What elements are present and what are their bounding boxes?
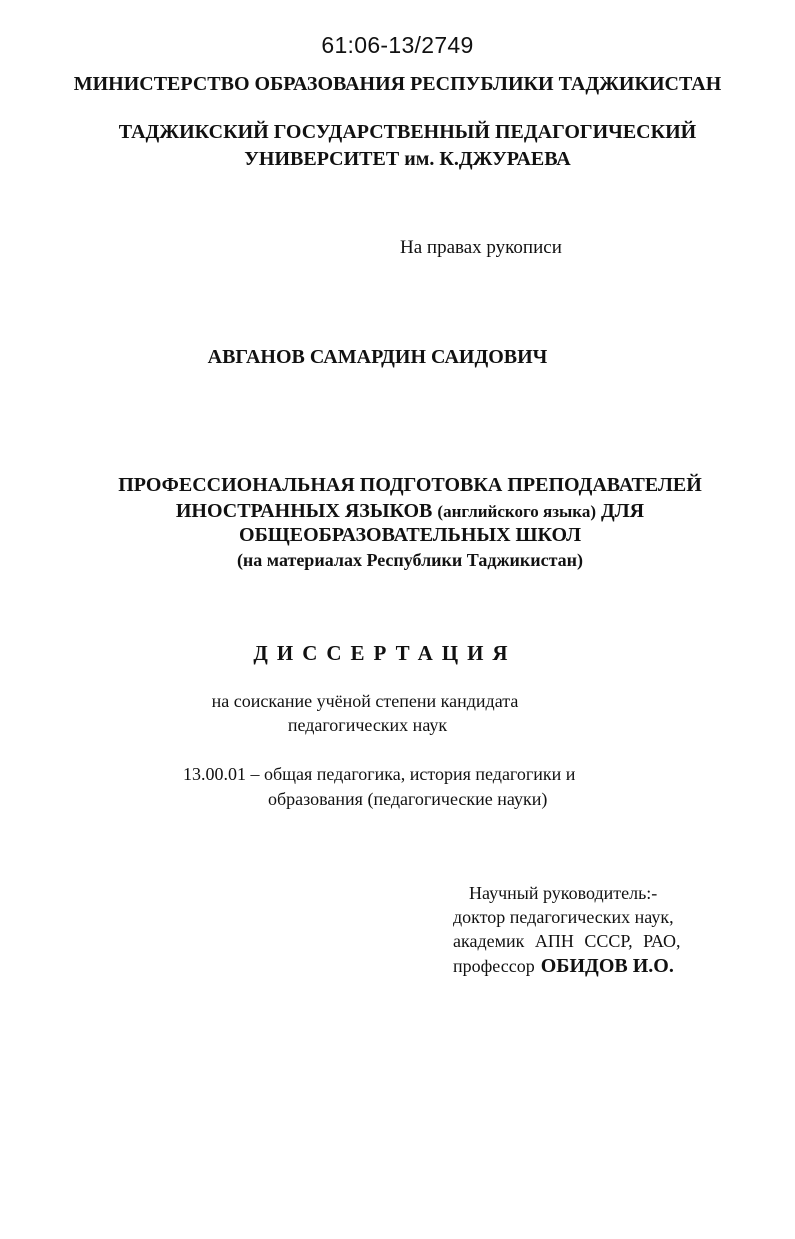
archive-stamp: 61:06-13/2749 <box>321 32 474 58</box>
supervisor-position-line <box>453 955 674 978</box>
title-line-2-part-b: (английского языка) <box>437 502 597 521</box>
supervisor-name: ОБИДОВ И.О. <box>540 955 674 977</box>
author-name: АВГАНОВ САМАРДИН САИДОВИЧ <box>207 346 548 368</box>
supervisor-degree: доктор педагогических наук, <box>453 907 674 927</box>
supervisor-rank: академик АПН СССР, РАО, <box>453 931 681 951</box>
university-heading-line1: ТАДЖИКСКИЙ ГОСУДАРСТВЕННЫЙ ПЕДАГОГИЧЕСКИЙ <box>118 121 697 143</box>
degree-line-1: на соискание учёной степени кандидата <box>211 691 519 711</box>
ministry-heading: МИНИСТЕРСТВО ОБРАЗОВАНИЯ РЕСПУБЛИКИ ТАДЖИКИСТАН <box>73 73 722 95</box>
title-line-2-part-c: ДЛЯ <box>601 500 645 522</box>
degree-line-2: педагогических наук <box>287 715 448 735</box>
supervisor-label: Научный руководитель:- <box>469 883 658 903</box>
supervisor-position: профессор <box>453 956 535 976</box>
specialty-line-1: 13.00.01 – общая педагогика, история педагогики и <box>183 764 576 784</box>
title-line-3: ОБЩЕОБРАЗОВАТЕЛЬНЫХ ШКОЛ <box>239 524 581 546</box>
manuscript-rights-note: На правах рукописи <box>400 237 562 258</box>
specialty-line-2: образования (педагогические науки) <box>268 789 548 809</box>
title-line-2 <box>0 500 795 523</box>
university-heading-line2: УНИВЕРСИТЕТ им. К.ДЖУРАЕВА <box>244 148 571 170</box>
document-type-heading: ДИССЕРТАЦИЯ <box>253 641 517 665</box>
title-line-1: ПРОФЕССИОНАЛЬНАЯ ПОДГОТОВКА ПРЕПОДАВАТЕЛЕЙ <box>118 474 702 496</box>
title-line-4: (на материалах Республики Таджикистан) <box>236 550 584 570</box>
title-line-2-part-a: ИНОСТРАННЫХ ЯЗЫКОВ <box>175 500 433 522</box>
